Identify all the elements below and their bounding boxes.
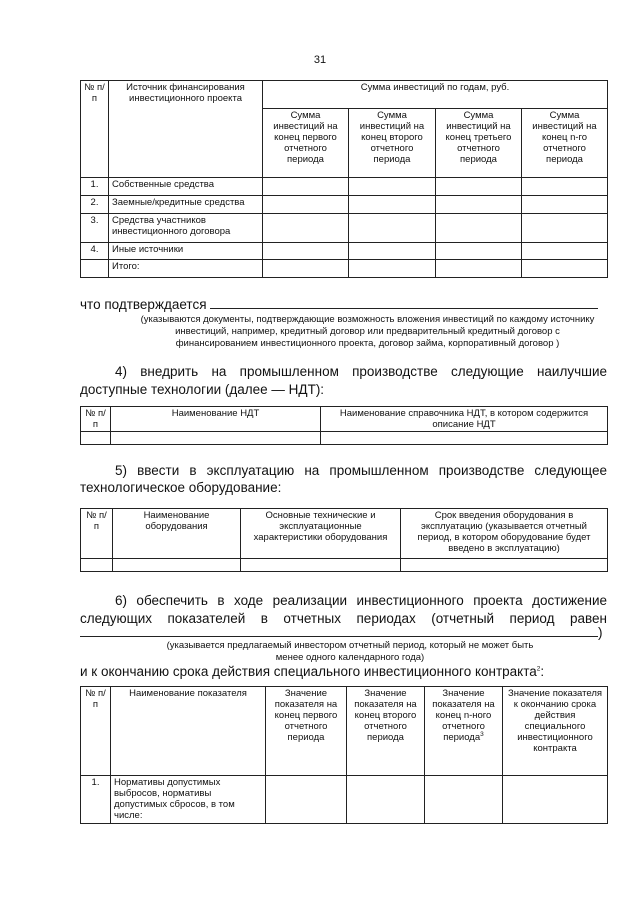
row-num: 1. bbox=[81, 776, 111, 824]
row-num: 3. bbox=[81, 214, 109, 243]
cell bbox=[522, 196, 608, 214]
row-name: Итого: bbox=[109, 260, 263, 278]
confirm-note: (указываются документы, подтверждающие возможность вложения инвестиций по каждому источнику инвестиций, например, кредитный договор или предварительный кредитный договор с финансированием инвестиционного проекта, договор займа, корпоративный договор ) bbox=[140, 314, 595, 349]
period-blank-line bbox=[80, 624, 607, 641]
cell bbox=[349, 243, 436, 260]
cell bbox=[436, 214, 522, 243]
row-num bbox=[81, 260, 109, 278]
row-name: Иные источники bbox=[109, 243, 263, 260]
col-sum-header: Сумма инвестиций по годам, руб. bbox=[263, 81, 608, 109]
row-name: Средства участников инвестиционного договора bbox=[109, 214, 263, 243]
cell bbox=[401, 559, 608, 572]
cell bbox=[436, 260, 522, 278]
cell bbox=[349, 214, 436, 243]
cell bbox=[263, 243, 349, 260]
cell bbox=[81, 559, 113, 572]
cell bbox=[241, 559, 401, 572]
para4-line1: 4) внедрить на промышленном производстве следующие наилучшие bbox=[115, 364, 607, 379]
col-ndt-ref-header: Наименование справочника НДТ, в котором содержится описание НДТ bbox=[321, 407, 608, 432]
table-row bbox=[81, 432, 608, 445]
period-close-paren: ) bbox=[598, 625, 603, 640]
investment-sources-table bbox=[80, 80, 608, 278]
confirm-label: что подтверждается bbox=[80, 297, 207, 312]
para6-line1: 6) обеспечить в ходе реализации инвестиционного проекта достижение bbox=[115, 593, 607, 608]
subcol-period-3: Сумма инвестиций на конец третьего отчетного периода bbox=[436, 109, 522, 178]
col-indicator-name-header: Наименование показателя bbox=[111, 687, 266, 776]
cell bbox=[263, 214, 349, 243]
col-ndt-name-header: Наименование НДТ bbox=[111, 407, 321, 432]
para6-line3-text: и к окончанию срока действия специального инвестиционного контракта bbox=[80, 664, 537, 679]
row-name: Заемные/кредитные средства bbox=[109, 196, 263, 214]
cell bbox=[436, 196, 522, 214]
cell bbox=[349, 178, 436, 196]
ndt-table bbox=[80, 406, 608, 445]
subcol-period-2: Сумма инвестиций на конец второго отчетного периода bbox=[349, 109, 436, 178]
cell bbox=[113, 559, 241, 572]
row-name: Собственные средства bbox=[109, 178, 263, 196]
table-row bbox=[81, 776, 608, 824]
col-source-header: Источник финансирования инвестиционного проекта bbox=[109, 81, 263, 178]
cell bbox=[436, 178, 522, 196]
cell bbox=[263, 196, 349, 214]
cell bbox=[349, 260, 436, 278]
col-equipment-name-header: Наименование оборудования bbox=[113, 509, 241, 559]
col-num-header: № п/п bbox=[81, 509, 113, 559]
cell bbox=[321, 432, 608, 445]
col-value-period-n bbox=[425, 687, 503, 776]
period-blank bbox=[80, 624, 598, 637]
footnote-ref: 3 bbox=[480, 730, 484, 738]
table-row bbox=[81, 559, 608, 572]
col-value-period-1: Значение показателя на конец первого отчетного периода bbox=[266, 687, 347, 776]
row-num: 4. bbox=[81, 243, 109, 260]
cell bbox=[111, 432, 321, 445]
cell bbox=[522, 214, 608, 243]
subcol-period-1: Сумма инвестиций на конец первого отчетного периода bbox=[263, 109, 349, 178]
para5-line1: 5) ввести в эксплуатацию на промышленном производстве следующее bbox=[115, 463, 607, 478]
row-name: Нормативы допустимых выбросов, нормативы допустимых сбросов, в том числе: bbox=[111, 776, 266, 824]
confirm-line bbox=[80, 296, 607, 313]
equipment-table bbox=[80, 508, 608, 572]
cell bbox=[263, 260, 349, 278]
para6-line3 bbox=[80, 664, 607, 680]
cell bbox=[522, 178, 608, 196]
table-row bbox=[81, 243, 608, 260]
subcol-period-n: Сумма инвестиций на конец n-го отчетного периода bbox=[522, 109, 608, 178]
footnote-ref: 2 bbox=[536, 665, 541, 673]
col-num-header: № п/п bbox=[81, 407, 111, 432]
table-row bbox=[81, 178, 608, 196]
cell bbox=[263, 178, 349, 196]
col-num-header: № п/п bbox=[81, 687, 111, 776]
para4-line2: доступные технологии (далее — НДТ): bbox=[80, 382, 325, 397]
col-value-period-n-text: Значение показателя на конец n-ного отчетного периода bbox=[432, 688, 495, 743]
period-note: (указывается предлагаемый инвестором отчетный период, который не может быть менее одного календарного года) bbox=[166, 640, 534, 663]
cell bbox=[425, 776, 503, 824]
col-value-period-2: Значение показателя на конец второго отчетного периода bbox=[347, 687, 425, 776]
table-row bbox=[81, 196, 608, 214]
table-row bbox=[81, 260, 608, 278]
para6-line2: следующих показателей в отчетных периодах (отчетный период равен bbox=[80, 611, 607, 626]
cell bbox=[349, 196, 436, 214]
confirm-blank bbox=[210, 296, 598, 309]
cell bbox=[347, 776, 425, 824]
table-row bbox=[81, 214, 608, 243]
indicators-table bbox=[80, 686, 608, 824]
para6-colon: : bbox=[540, 664, 545, 679]
para5-line2: технологическое оборудование: bbox=[80, 480, 282, 495]
col-value-contract-end: Значение показателя к окончанию срока действия специального инвестиционного контракта bbox=[503, 687, 608, 776]
page-number: 31 bbox=[313, 54, 327, 66]
row-num: 1. bbox=[81, 178, 109, 196]
cell bbox=[522, 243, 608, 260]
cell bbox=[266, 776, 347, 824]
col-num-header: № п/п bbox=[81, 81, 109, 178]
cell bbox=[503, 776, 608, 824]
col-term-header: Срок введения оборудования в эксплуатацию (указывается отчетный период, в котором оборудование будет введено в эксплуатацию) bbox=[401, 509, 608, 559]
cell bbox=[436, 243, 522, 260]
cell bbox=[81, 432, 111, 445]
cell bbox=[522, 260, 608, 278]
row-num: 2. bbox=[81, 196, 109, 214]
col-characteristics-header: Основные технические и эксплуатационные характеристики оборудования bbox=[241, 509, 401, 559]
